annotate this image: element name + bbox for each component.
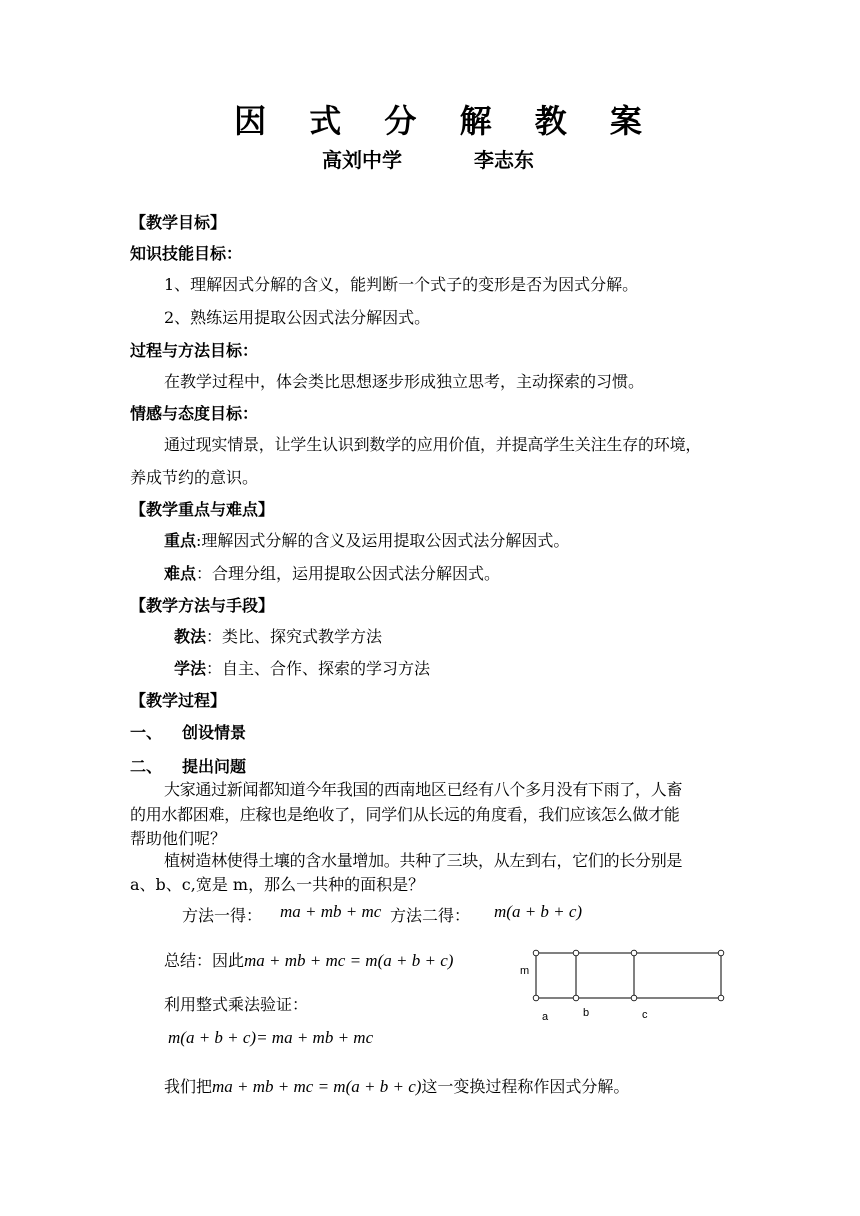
corner-point bbox=[631, 950, 637, 956]
summary-label: 总结：因此 bbox=[164, 951, 245, 970]
question-paragraph-line1: 大家通过新闻都知道今年我国的西南地区已经有八个多月没有下雨了，人畜 bbox=[164, 780, 683, 799]
difficulty-label: 难点 bbox=[164, 564, 197, 583]
question-paragraph-line3: 帮助他们呢？ bbox=[130, 829, 227, 848]
definition-expression: ma + mb + mc = m(a + b + c) bbox=[212, 1077, 422, 1096]
process-goal-text: 在教学过程中，体会类比思想逐步形成独立思考，主动探索的习惯。 bbox=[164, 372, 645, 391]
verify-expression: m(a + b + c)= ma + mb + mc bbox=[168, 1028, 374, 1047]
key-points-heading: 【教学重点与难点】 bbox=[130, 500, 275, 519]
page-title: 因 式 分 解 教 案 bbox=[234, 102, 658, 140]
length-label-c: c bbox=[642, 1009, 648, 1021]
corner-point bbox=[573, 995, 579, 1001]
process-heading: 【教学过程】 bbox=[130, 691, 227, 710]
plot-diagram bbox=[510, 940, 740, 1030]
definition-suffix: 这一变换过程称作因式分解。 bbox=[421, 1077, 630, 1096]
process-goal-heading: 过程与方法目标： bbox=[130, 341, 259, 360]
method1-label: 方法一得： bbox=[182, 906, 263, 925]
school-name: 高刘中学 bbox=[322, 148, 402, 172]
question-paragraph-line2: 的用水都困难，庄稼也是绝收了，同学们从长远的角度看，我们应该怎么做才能 bbox=[130, 805, 680, 824]
verify-text: 利用整式乘法验证： bbox=[164, 995, 309, 1014]
goals-heading: 【教学目标】 bbox=[130, 213, 227, 232]
teach-method-label: 教法 bbox=[174, 627, 207, 646]
scenario-paragraph-line1: 植树造林使得土壤的含水量增加。共种了三块，从左到右，它们的长分别是 bbox=[164, 851, 683, 870]
step2-number: 二、 bbox=[130, 757, 163, 776]
emotion-goal-heading: 情感与态度目标： bbox=[130, 404, 259, 423]
learn-method-text: ：自主、合作、探索的学习方法 bbox=[206, 659, 431, 678]
difficulty-text: ：合理分组，运用提取公因式法分解因式。 bbox=[196, 564, 501, 583]
method2-label: 方法二得： bbox=[390, 906, 471, 925]
learn-method-line bbox=[174, 656, 430, 679]
step1-number: 一、 bbox=[130, 723, 163, 742]
focus-line bbox=[164, 528, 569, 551]
definition-line bbox=[164, 1074, 629, 1097]
length-label-a: a bbox=[542, 1011, 549, 1023]
emotion-goal-text: 通过现实情景，让学生认识到数学的应用价值，并提高学生关注生存的环境， bbox=[164, 435, 702, 454]
summary-expression: ma + mb + mc = m(a + b + c) bbox=[244, 951, 454, 970]
length-label-b: b bbox=[583, 1007, 590, 1019]
corner-point bbox=[718, 995, 724, 1001]
focus-label: 重点 bbox=[164, 531, 197, 550]
corner-point bbox=[631, 995, 637, 1001]
scenario-paragraph-line2: a、b、c,宽是 m，那么一共种的面积是？ bbox=[130, 875, 425, 894]
teach-method-line bbox=[174, 624, 382, 647]
definition-prefix: 我们把 bbox=[164, 1077, 213, 1096]
learn-method-label: 学法 bbox=[174, 659, 207, 678]
corner-point bbox=[573, 950, 579, 956]
width-label: m bbox=[520, 965, 530, 977]
corner-point bbox=[718, 950, 724, 956]
step1-title: 创设情景 bbox=[182, 723, 247, 742]
knowledge-item: 1、理解因式分解的含义，能判断一个式子的变形是否为因式分解。 bbox=[164, 275, 639, 294]
plot-outline bbox=[536, 953, 721, 998]
emotion-goal-text-cont: 养成节约的意识。 bbox=[130, 468, 259, 487]
method1-expression: ma + mb + mc bbox=[280, 902, 382, 921]
corner-point bbox=[533, 995, 539, 1001]
teacher-name: 李志东 bbox=[474, 148, 534, 172]
focus-text: :理解因式分解的含义及运用提取公因式法分解因式。 bbox=[196, 531, 570, 550]
summary-line bbox=[164, 948, 453, 971]
teach-method-text: ：类比、探究式教学方法 bbox=[206, 627, 383, 646]
step2-title: 提出问题 bbox=[182, 757, 247, 776]
method2-expression: m(a + b + c) bbox=[494, 902, 583, 921]
difficulty-line bbox=[164, 561, 500, 584]
corner-point bbox=[533, 950, 539, 956]
methods-heading: 【教学方法与手段】 bbox=[130, 596, 275, 615]
knowledge-item: 2、熟练运用提取公因式法分解因式。 bbox=[164, 308, 431, 327]
knowledge-heading: 知识技能目标： bbox=[130, 244, 243, 263]
